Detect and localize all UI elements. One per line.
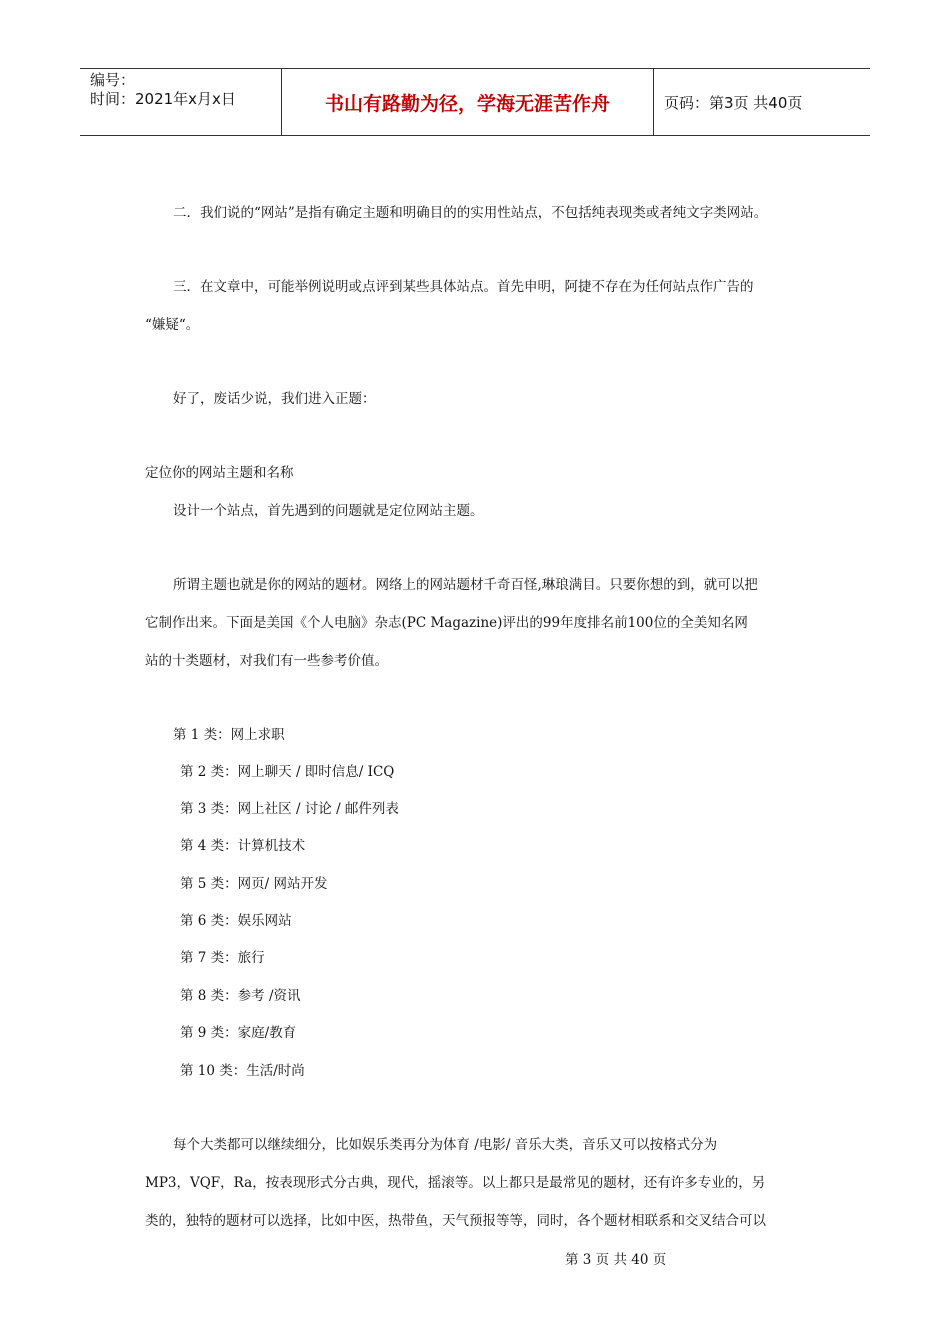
category-item: 第 1 类：网上求职 bbox=[173, 727, 285, 743]
paragraph-7-line-1: 每个大类都可以继续细分，比如娱乐类再分为体育 /电影/ 音乐大类，音乐又可以按格式分为 bbox=[173, 1137, 718, 1153]
section-heading: 定位你的网站主题和名称 bbox=[145, 465, 294, 481]
paragraph-5: 设计一个站点，首先遇到的问题就是定位网站主题。 bbox=[173, 503, 484, 519]
category-item: 第 2 类：网上聊天 / 即时信息/ ICQ bbox=[180, 764, 395, 780]
category-item: 第 7 类：旅行 bbox=[180, 950, 265, 966]
page-footer: 第 3 页 共 40 页 bbox=[565, 1252, 667, 1268]
category-item: 第 6 类：娱乐网站 bbox=[180, 913, 292, 929]
time-label: 时间：2021年x月x日 bbox=[90, 90, 236, 108]
paragraph-6-line-3: 站的十类题材，对我们有一些参考价值。 bbox=[145, 653, 388, 669]
paragraph-4: 好了，废话少说，我们进入正题： bbox=[173, 391, 376, 407]
paragraph-2: 二．我们说的“网站”是指有确定主题和明确目的的实用性站点，不包括纯表现类或者纯文字类网站。 bbox=[173, 205, 768, 221]
paragraph-3-line-2: “嫌疑“。 bbox=[145, 317, 200, 333]
category-item: 第 8 类：参考 /资讯 bbox=[180, 988, 301, 1004]
header-page-number: 页码：第3页 共40页 bbox=[664, 93, 803, 112]
paragraph-7-line-3: 类的，独特的题材可以选择，比如中医，热带鱼，天气预报等等，同时，各个题材相联系和交叉结合可以 bbox=[145, 1213, 766, 1229]
header-motto: 书山有路勤为径，学海无涯苦作舟 bbox=[282, 69, 654, 135]
category-item: 第 5 类：网页/ 网站开发 bbox=[180, 876, 328, 892]
category-item: 第 3 类：网上社区 / 讨论 / 邮件列表 bbox=[180, 801, 399, 817]
category-item: 第 9 类：家庭/教育 bbox=[180, 1025, 297, 1041]
paragraph-3-line-1: 三．在文章中，可能举例说明或点评到某些具体站点。首先申明，阿捷不存在为任何站点作广告的 bbox=[173, 279, 754, 295]
header-meta bbox=[80, 69, 282, 135]
paragraph-6-line-2: 它制作出来。下面是美国《个人电脑》杂志(PC Magazine)评出的99年度排名前100位的全美知名网 bbox=[145, 615, 748, 631]
page-header bbox=[80, 68, 870, 136]
category-item: 第 4 类：计算机技术 bbox=[180, 838, 306, 854]
paragraph-7-line-2: MP3，VQF，Ra，按表现形式分古典，现代，摇滚等。以上都只是最常见的题材，还有许多专业的，另 bbox=[145, 1175, 766, 1191]
number-label: 编号： bbox=[90, 71, 136, 89]
paragraph-6-line-1: 所谓主题也就是你的网站的题材。网络上的网站题材千奇百怪,琳琅满目。只要你想的到，就可以把 bbox=[173, 577, 758, 593]
category-item: 第 10 类：生活/时尚 bbox=[180, 1063, 305, 1079]
